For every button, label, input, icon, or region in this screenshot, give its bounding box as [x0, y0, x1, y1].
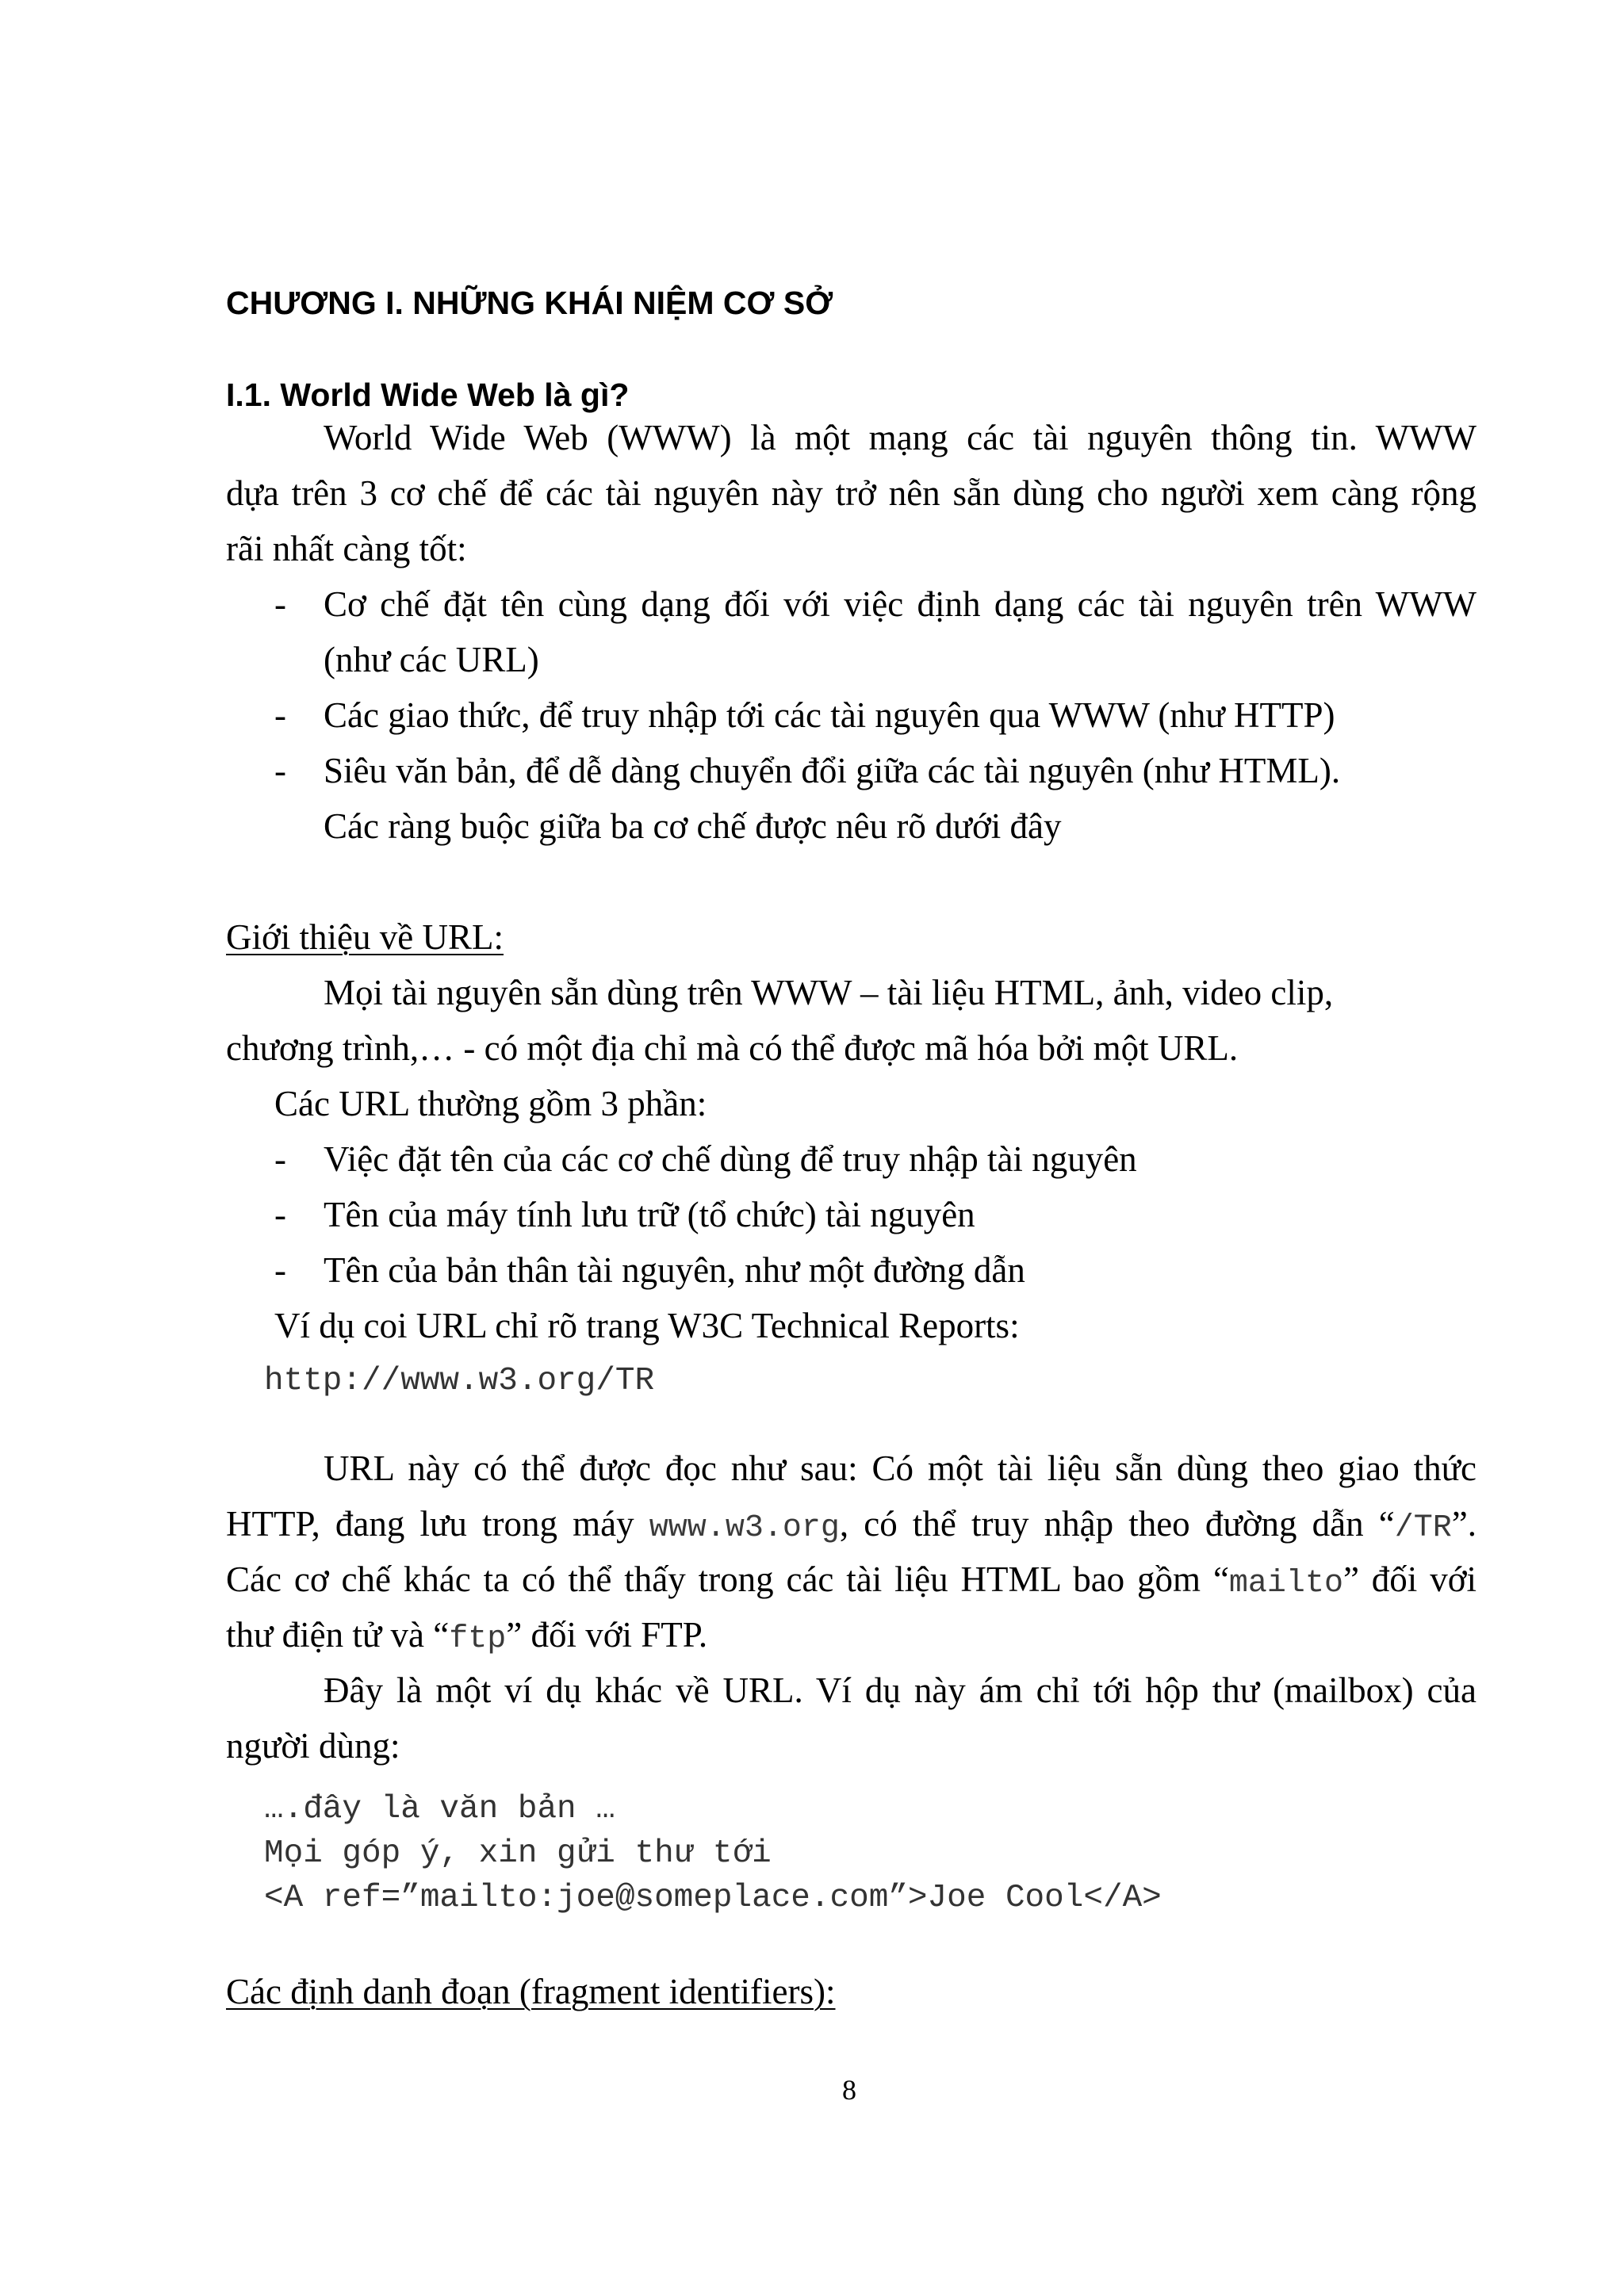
inline-code-ftp: ftp [449, 1621, 507, 1657]
mailbox-code-line-2: Mọi góp ý, xin gửi thư tới [264, 1835, 772, 1872]
mechanism-item-1-line-1: Cơ chế đặt tên cùng dạng đối với việc định dạng các tài nguyên trên WWW [324, 584, 1477, 624]
explanation-line-4 [226, 1617, 707, 1655]
explanation-text: ” đối với [1342, 1559, 1477, 1599]
explanation-text: ”. [1451, 1504, 1477, 1544]
url-part-1: Việc đặt tên của các cơ chế dùng để truy nhập tài nguyên [324, 1139, 1137, 1179]
intro-line-3: rãi nhất càng tốt: [226, 529, 467, 568]
page-number: 8 [842, 2074, 856, 2106]
list-dash: - [274, 695, 286, 735]
inline-code-mailto: mailto [1228, 1566, 1343, 1601]
explanation-line-2 [226, 1506, 1477, 1544]
intro-line-1: World Wide Web (WWW) là một mạng các tài nguyên thông tin. WWW [324, 418, 1477, 457]
mechanism-item-3: Siêu văn bản, để dễ dàng chuyển đổi giữa các tài nguyên (như HTML). [324, 751, 1341, 790]
chapter-title: CHƯƠNG I. NHỮNG KHÁI NIỆM CƠ SỞ [226, 285, 833, 321]
explanation-line-3 [226, 1559, 1477, 1601]
explanation-line-1: URL này có thể được đọc như sau: Có một tài liệu sẵn dùng theo giao thức [324, 1448, 1477, 1488]
list-dash: - [274, 1195, 286, 1234]
url-para-line-1: Mọi tài nguyên sẵn dùng trên WWW – tài liệu HTML, ảnh, video clip, [324, 973, 1334, 1012]
url-part-3: Tên của bản thân tài nguyên, như một đường dẫn [324, 1250, 1025, 1290]
url-para-line-2: chương trình,… - có một địa chỉ mà có thể được mã hóa bởi một URL. [226, 1028, 1239, 1068]
mechanisms-closing: Các ràng buộc giữa ba cơ chế được nêu rõ dưới đây [324, 806, 1062, 846]
list-dash: - [274, 1250, 286, 1290]
mailbox-line-1: Đây là một ví dụ khác về URL. Ví dụ này ám chỉ tới hộp thư (mailbox) của [324, 1670, 1477, 1710]
list-dash: - [274, 751, 286, 790]
mailbox-code-line-1: ….đây là văn bản … [264, 1791, 615, 1827]
explanation-text: ” đối với FTP. [506, 1615, 708, 1655]
explanation-text: Các cơ chế khác ta có thể thấy trong các tài liệu HTML bao gồm “ [226, 1559, 1229, 1599]
fragment-section-title: Các định danh đoạn (fragment identifiers): [226, 1972, 836, 2011]
example-intro: Ví dụ coi URL chỉ rõ trang W3C Technical Reports: [274, 1306, 1020, 1345]
mechanism-item-1-line-2: (như các URL) [324, 640, 539, 679]
url-section-title: Giới thiệu về URL: [226, 917, 504, 957]
list-dash: - [274, 1139, 286, 1179]
url-parts-intro: Các URL thường gồm 3 phần: [274, 1084, 707, 1123]
mechanism-item-2: Các giao thức, để truy nhập tới các tài nguyên qua WWW (như HTTP) [324, 695, 1335, 735]
explanation-text: HTTP, đang lưu trong máy [226, 1504, 649, 1544]
section-title: I.1. World Wide Web là gì? [226, 377, 630, 413]
example-url: http://www.w3.org/TR [264, 1363, 655, 1399]
explanation-text: , có thể truy nhập theo đường dẫn “ [839, 1504, 1395, 1544]
url-part-2: Tên của máy tính lưu trữ (tổ chức) tài nguyên [324, 1195, 975, 1234]
inline-code-host: www.w3.org [649, 1510, 840, 1546]
mailbox-code-line-3: <A ref=”mailto:joe@someplace.com”>Joe Cool</A> [264, 1880, 1162, 1916]
list-dash: - [274, 584, 286, 624]
mailbox-line-2: người dùng: [226, 1726, 400, 1766]
inline-code-path: /TR [1394, 1510, 1452, 1546]
explanation-text: thư điện tử và “ [226, 1615, 450, 1655]
intro-line-2: dựa trên 3 cơ chế để các tài nguyên này trở nên sẵn dùng cho người xem càng rộng [226, 473, 1477, 513]
